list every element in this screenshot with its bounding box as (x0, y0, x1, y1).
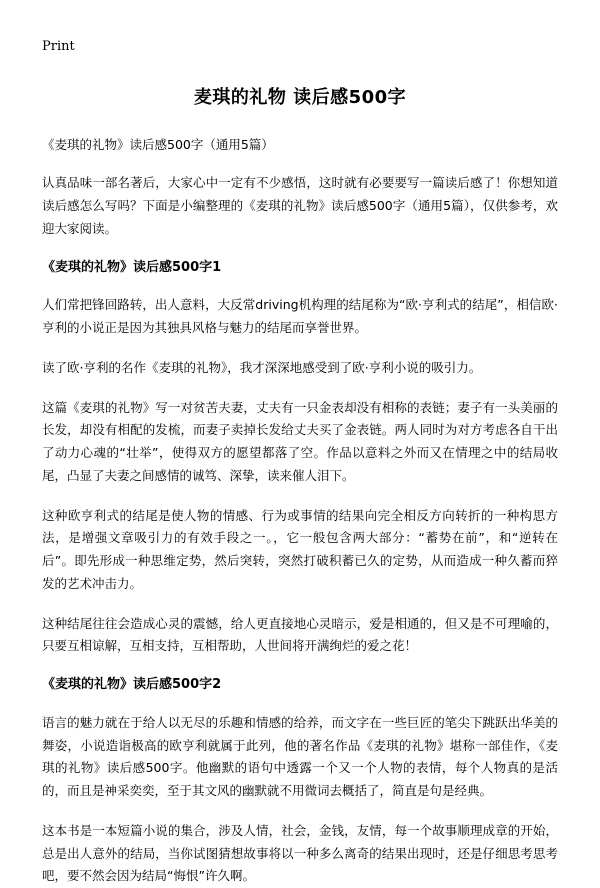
section-heading: 《麦琪的礼物》读后感500字2 (42, 677, 222, 693)
print-button[interactable]: Print (42, 39, 75, 54)
paragraph: 读了欧·亨利的名作《麦琪的礼物》，我才深深地感受到了欧·亨利小说的吸引力。 (42, 359, 482, 375)
paragraph: 认真品味一部名著后，大家心中一定有不少感悟，这时就有必要要写一篇读后感了！你想知道读后感怎么写吗？下面是小编整理的《麦琪的礼物》读后感500字（通用5篇），仅供参考，欢迎大家阅读。 (42, 175, 558, 236)
paragraph: 语言的魅力就在于给人以无尽的乐趣和情感的给养，而文字在一些巨匠的笔尖下跳跃出华美的舞姿，小说造诣极高的欧亨利就属于此列，他的著名作品《麦琪的礼物》堪称一部佳作，《麦琪的礼物》读后感500字。他幽默的语句中透露一个又一个人物的表情，每个人物真的是活的，而且是神采奕奕，至于其文风的幽默就不用微词去概括了，简直是句是经典。 (42, 714, 558, 799)
paragraph: 这本书是一本短篇小说的集合，涉及人情，社会，金钱，友情，每一个故事顺理成章的开始，总是出人意外的结局，当你试图猜想故事将以一种多么离奇的结果出现时，还是仔细思考思考吧，要不然会因为结局“悔恨”许久啊。 (42, 822, 558, 884)
paragraph: 人们常把锋回路转，出人意料，大反常driving机构理的结尾称为“欧·亨利式的结尾”，相信欧·亨利的小说正是因为其独具风格与魅力的结尾而享誉世界。 (42, 297, 558, 336)
document-body (42, 172, 558, 888)
page-title: 麦琪的礼物 读后感500字 (193, 87, 407, 108)
section-heading: 《麦琪的礼物》读后感500字1 (42, 259, 222, 275)
paragraph: 这篇《麦琪的礼物》写一对贫苦夫妻，丈夫有一只金表却没有相称的表链；妻子有一头美丽的长发，却没有相配的发梳，而妻子卖掉长发给丈夫买了金表链。两人同时为对方考虑各自干出了动力心魂的“壮举”，使得双方的愿望都落了空。作品以意料之外而又在情理之中的结局收尾，凸显了夫妻之间感情的诚笃、深挚，读来催人泪下。 (42, 399, 558, 483)
paragraph: 这种结尾往往会造成心灵的震憾，给人更直接地心灵暗示，爱是相通的，但又是不可理喻的，只要互相谅解，互相支持，互相帮助，人世间将开满绚烂的爱之花！ (42, 615, 558, 654)
paragraph: 这种欧亨利式的结尾是使人物的情感、行为或事情的结果向完全相反方向转折的一种构思方法，是增强文章吸引力的有效手段之一。，它一般包含两大部分：“蓄势在前”，和“逆转在后”。即先形成一种思维定势，然后突转，突然打破积蓄已久的定势，从而造成一种久蓄而猝发的艺术冲击力。 (42, 507, 558, 591)
document-subtitle: 《麦琪的礼物》读后感500字（通用5篇） (42, 137, 274, 152)
